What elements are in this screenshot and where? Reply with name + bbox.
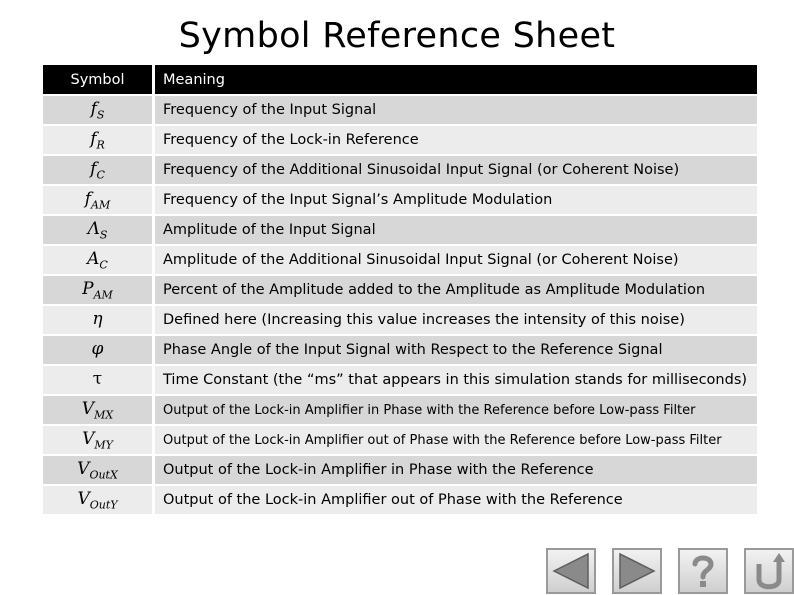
symbol-subscript: C	[96, 168, 105, 182]
table-row	[43, 276, 757, 306]
table-row	[43, 96, 757, 126]
meaning-cell: Frequency of the Input Signal’s Amplitude Modulation	[155, 186, 757, 216]
table-row	[43, 366, 757, 396]
symbol-subscript: OutX	[89, 468, 118, 482]
meaning-cell: Amplitude of the Additional Sinusoidal Input Signal (or Coherent Noise)	[155, 246, 757, 276]
symbol-cell	[43, 396, 155, 426]
symbol-cell	[43, 336, 155, 366]
table-row	[43, 426, 757, 456]
header-meaning: Meaning	[155, 65, 757, 96]
symbol-base: P	[82, 278, 94, 299]
symbol-base: φ	[91, 338, 104, 359]
meaning-cell: Output of the Lock-in Amplifier out of Phase with the Reference before Low-pass Filter	[155, 426, 757, 456]
symbol-base: V	[77, 458, 90, 479]
help-question-icon	[680, 550, 726, 592]
symbol-subscript: R	[96, 138, 105, 152]
symbol-base: Λ	[87, 218, 100, 239]
return-arrow-icon	[746, 550, 792, 592]
symbol-cell	[43, 246, 155, 276]
meaning-cell: Defined here (Increasing this value increases the intensity of this noise)	[155, 306, 757, 336]
symbol-cell	[43, 306, 155, 336]
header-symbol: Symbol	[43, 65, 155, 96]
symbol-cell	[43, 96, 155, 126]
symbol-cell	[43, 366, 155, 396]
meaning-cell: Frequency of the Additional Sinusoidal Input Signal (or Coherent Noise)	[155, 156, 757, 186]
meaning-cell: Phase Angle of the Input Signal with Respect to the Reference Signal	[155, 336, 757, 366]
symbol-cell	[43, 186, 155, 216]
symbol-base: f	[90, 128, 97, 149]
table-row	[43, 456, 757, 486]
symbol-subscript: C	[99, 258, 108, 272]
symbol-base: η	[92, 308, 103, 329]
table-row	[43, 486, 757, 516]
symbol-subscript: MY	[94, 438, 113, 452]
back-button[interactable]	[546, 548, 596, 594]
symbol-cell	[43, 426, 155, 456]
meaning-cell: Output of the Lock-in Amplifier in Phase with the Reference	[155, 456, 757, 486]
symbol-cell	[43, 156, 155, 186]
symbol-base: f	[90, 98, 97, 119]
table-row	[43, 306, 757, 336]
symbol-subscript: AM	[93, 288, 113, 302]
table-row	[43, 126, 757, 156]
symbol-cell	[43, 456, 155, 486]
table-row	[43, 396, 757, 426]
table-row	[43, 186, 757, 216]
symbol-base: V	[77, 488, 90, 509]
table-row	[43, 246, 757, 276]
symbol-subscript: S	[96, 108, 105, 122]
meaning-cell: Output of the Lock-in Amplifier out of Phase with the Reference	[155, 486, 757, 516]
symbol-subscript: S	[99, 228, 108, 242]
table-row	[43, 156, 757, 186]
meaning-cell: Frequency of the Input Signal	[155, 96, 757, 126]
symbol-cell	[43, 126, 155, 156]
symbol-cell	[43, 486, 155, 516]
symbol-reference-table	[43, 65, 757, 516]
symbol-base: A	[87, 248, 100, 269]
table-row	[43, 216, 757, 246]
page-title: Symbol Reference Sheet	[178, 16, 616, 56]
symbol-base: V	[81, 398, 95, 419]
symbol-subscript: AM	[91, 198, 111, 212]
symbol-base: τ	[92, 368, 103, 389]
table-row	[43, 336, 757, 366]
meaning-cell: Frequency of the Lock-in Reference	[155, 126, 757, 156]
symbol-subscript: MX	[94, 408, 114, 422]
symbol-base: f	[90, 158, 97, 179]
meaning-cell: Amplitude of the Input Signal	[155, 216, 757, 246]
symbol-base: V	[82, 428, 95, 449]
help-button[interactable]	[678, 548, 728, 594]
meaning-cell: Time Constant (the “ms” that appears in this simulation stands for milliseconds)	[155, 366, 757, 396]
symbol-base: f	[84, 188, 92, 209]
symbol-cell	[43, 216, 155, 246]
forward-button[interactable]	[612, 548, 662, 594]
back-arrow-icon	[548, 550, 594, 592]
symbol-cell	[43, 276, 155, 306]
symbol-subscript: OutY	[89, 498, 118, 512]
return-button[interactable]	[744, 548, 794, 594]
meaning-cell: Percent of the Amplitude added to the Amplitude as Amplitude Modulation	[155, 276, 757, 306]
meaning-cell: Output of the Lock-in Amplifier in Phase with the Reference before Low-pass Filter	[155, 396, 757, 426]
forward-arrow-icon	[614, 550, 660, 592]
table-header-row	[43, 65, 757, 96]
